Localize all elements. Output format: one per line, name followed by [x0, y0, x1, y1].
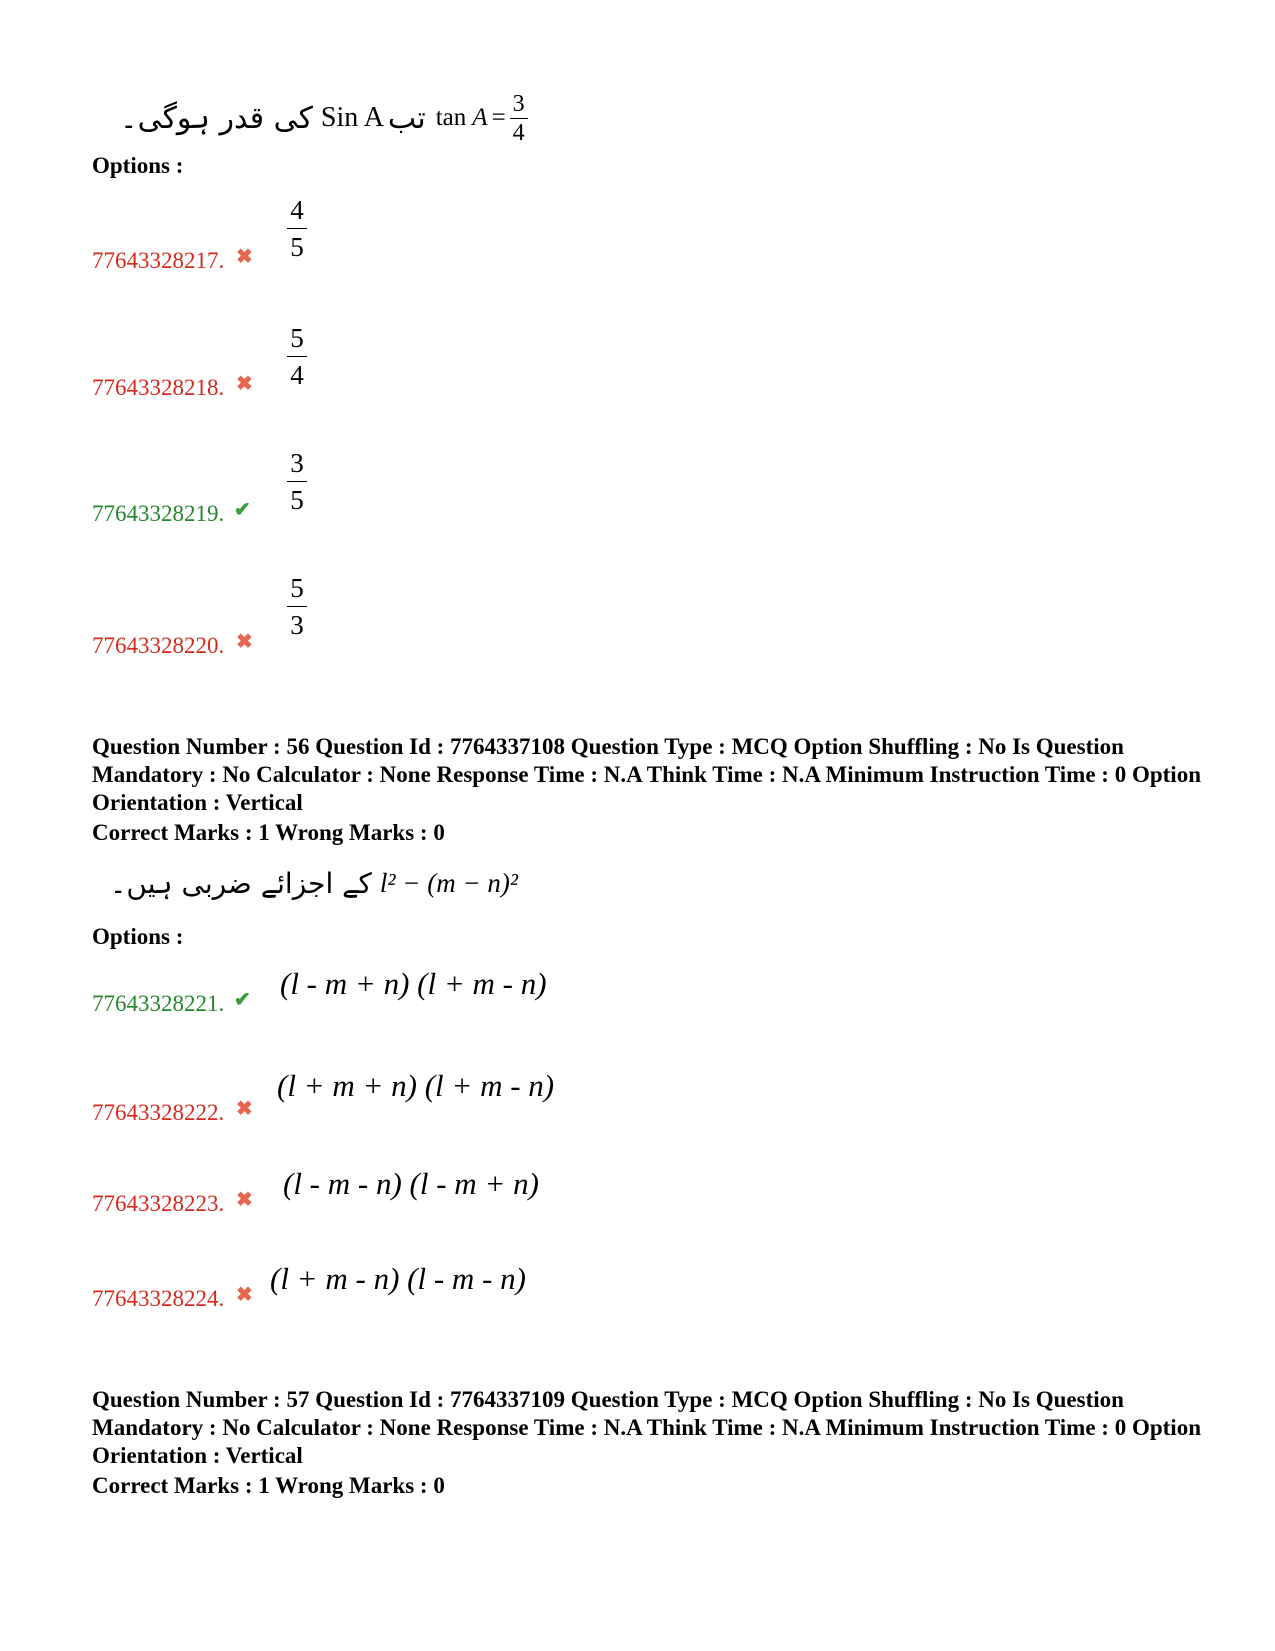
q56-option-1-expr: (l - m + n) (l + m - n)	[280, 966, 547, 1001]
q56-option-3-expr: (l - m - n) (l - m + n)	[283, 1166, 539, 1201]
wrong-icon: ✖	[236, 1284, 253, 1306]
q56-question	[110, 858, 518, 908]
q55-option-1-fraction	[285, 196, 309, 261]
wrong-icon: ✖	[236, 1189, 253, 1211]
q56-marks: Correct Marks : 1 Wrong Marks : 0	[92, 820, 445, 845]
q56-urdu-text: کے اجزائے ضربی ہیں۔	[110, 866, 372, 900]
frac-denominator: 4	[290, 360, 304, 390]
frac-numerator: 5	[290, 573, 304, 603]
q56-option-4-id: 77643328224.	[92, 1286, 225, 1311]
wrong-icon: ✖	[236, 373, 253, 395]
wrong-icon: ✖	[236, 246, 253, 268]
q56-option-1-id: 77643328221.	[92, 991, 225, 1016]
q56-option-2-id: 77643328222.	[92, 1100, 225, 1125]
q55-option-1-id: 77643328217.	[92, 248, 225, 273]
frac-numerator: 3	[290, 448, 304, 478]
q55-fraction	[510, 92, 528, 145]
q55-options-label: Options :	[92, 153, 184, 178]
frac-numerator: 5	[290, 323, 304, 353]
q57-meta: Question Number : 57 Question Id : 7764337109 Question Type : MCQ Option Shuffling : No Is Question Mandatory : No Calculator : None Response Time : N.A Think Time : N.A Minimum Instruction Time : 0 Option Orientation : Vertical	[92, 1387, 1201, 1468]
q56-option-4-expr: (l + m - n) (l - m - n)	[270, 1261, 526, 1296]
q55-option-4-fraction	[285, 574, 309, 639]
q55-option-4-id: 77643328220.	[92, 633, 225, 658]
q55-sin: Sin A	[320, 102, 384, 133]
q56-options-label: Options :	[92, 924, 184, 949]
frac-denominator: 3	[290, 610, 304, 640]
q55-question	[120, 88, 528, 148]
q55-eq: =	[491, 104, 506, 131]
q56-meta: Question Number : 56 Question Id : 7764337108 Question Type : MCQ Option Shuffling : No Is Question Mandatory : No Calculator : None Response Time : N.A Think Time : N.A Minimum Instruction Time : 0 Option Orientation : Vertical	[92, 734, 1201, 815]
q55-option-3-id: 77643328219.	[92, 501, 225, 526]
frac-denominator: 5	[290, 232, 304, 262]
q55-option-3-fraction	[285, 449, 309, 514]
q55-tan: tan	[435, 104, 467, 131]
check-icon: ✔	[234, 499, 251, 521]
q55-option-2-fraction	[285, 324, 309, 389]
wrong-icon: ✖	[236, 1098, 253, 1120]
q55-option-2-id: 77643328218.	[92, 375, 225, 400]
wrong-icon: ✖	[236, 631, 253, 653]
q55-frac-den: 4	[512, 119, 525, 146]
frac-denominator: 5	[290, 485, 304, 515]
q55-tan-var: A	[472, 104, 488, 131]
q56-expr: l² − (m − n)²	[379, 867, 519, 898]
frac-numerator: 4	[290, 195, 304, 225]
q55-urdu-text: کی قدر ہوگی۔	[120, 100, 313, 136]
q56-option-3-id: 77643328223.	[92, 1191, 225, 1216]
q56-option-2-expr: (l + m + n) (l + m - n)	[277, 1068, 555, 1103]
check-icon: ✔	[234, 989, 251, 1011]
q55-frac-num: 3	[512, 90, 525, 117]
q57-marks: Correct Marks : 1 Wrong Marks : 0	[92, 1473, 445, 1498]
q55-urdu-tab: تب	[387, 100, 426, 136]
